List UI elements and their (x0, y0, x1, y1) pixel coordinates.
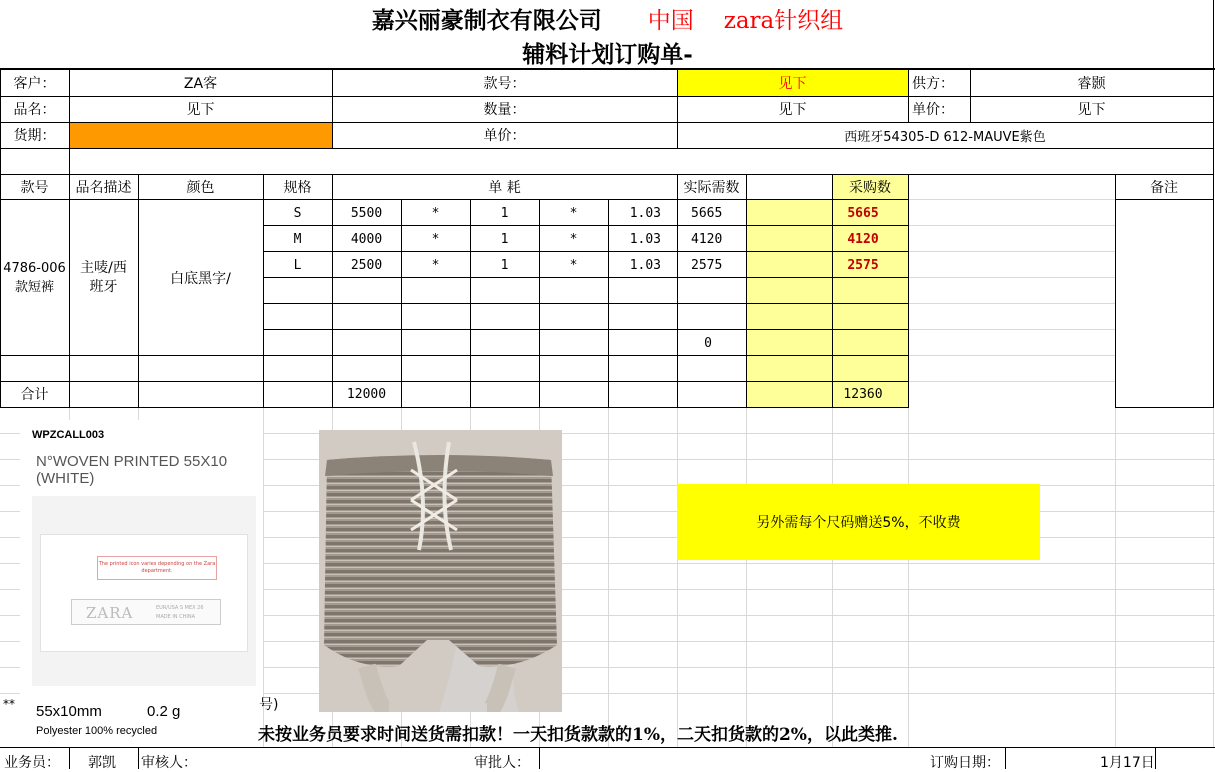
shorts-illustration (319, 430, 562, 712)
header-consumption: 单 耗 (488, 180, 521, 196)
header-actual-need: 实际需数 (683, 180, 740, 196)
label-note-box (97, 556, 217, 580)
description-cell[interactable] (69, 200, 138, 355)
row-s-purchase[interactable]: 5665 (847, 205, 879, 221)
actual-zero[interactable]: 0 (704, 335, 712, 351)
footer-divider-5 (1155, 748, 1156, 769)
label-strip (71, 599, 221, 625)
product-photo (319, 430, 562, 712)
customer-value[interactable]: ZA客 (183, 76, 218, 92)
approver-label: 审批人： (474, 755, 530, 771)
notice-box[interactable] (677, 484, 1040, 560)
footer-divider-1 (69, 748, 70, 769)
notice-text: 另外需每个尺码赠送5%，不收费 (756, 515, 961, 531)
header-purchase: 采购数 (849, 180, 891, 196)
header-color: 颜色 (186, 180, 215, 196)
salesman-value[interactable]: 郭凯 (88, 755, 116, 771)
row-m-purchase[interactable]: 4120 (847, 231, 879, 247)
order-date-value[interactable]: 1月17日 (1100, 755, 1155, 771)
product-value[interactable]: 见下 (186, 102, 215, 118)
header-description: 品名描述 (75, 180, 132, 196)
row-s-factor[interactable]: 1 (500, 205, 509, 221)
stray-paren: 号) (259, 697, 279, 713)
stray-marks: ** (3, 697, 15, 711)
document-title: 辅料计划订购单- (522, 41, 693, 68)
row-m-rate[interactable]: 1.03 (629, 231, 661, 247)
row-s-rate[interactable]: 1.03 (629, 205, 661, 221)
footer-divider-4 (1005, 748, 1006, 769)
header-size: 规格 (283, 180, 312, 196)
row-l-qty[interactable]: 2500 (350, 257, 383, 273)
label-sample-line1: EUR/USA S MEX 26 (156, 605, 204, 611)
label-card-name: N°WOVEN PRINTED 55X10 (WHITE) (36, 453, 228, 487)
row-s-qty[interactable]: 5500 (350, 205, 383, 221)
total-purchase[interactable]: 12360 (843, 386, 883, 402)
label-note: The printed icon varies depending on the Zara department. (98, 561, 216, 574)
reviewer-label: 审核人： (141, 755, 197, 771)
row-l-purchase[interactable]: 2575 (847, 257, 879, 273)
group-label: zara针织组 (723, 7, 844, 34)
row-l-rate[interactable]: 1.03 (629, 257, 661, 273)
unit-price-value[interactable]: 见下 (1077, 102, 1106, 118)
order-date-label: 订购日期： (930, 755, 1000, 771)
label-sample-area (32, 496, 256, 686)
company-name: 嘉兴丽豪制衣有限公司 (371, 6, 602, 34)
supplier-label: 供方： (912, 76, 954, 92)
row-m-actual[interactable]: 4120 (691, 231, 723, 247)
salesman-label: 业务员： (4, 755, 60, 771)
customer-label: 客户： (13, 76, 56, 92)
delivery-date-cell[interactable] (69, 122, 332, 148)
title-row (0, 0, 1215, 36)
row-s-actual[interactable]: 5665 (691, 205, 723, 221)
row-s-size: S (293, 205, 302, 221)
description-text: 主唛/西班牙 (80, 259, 127, 295)
color-cell[interactable]: 白底黑字/ (170, 270, 231, 287)
label-size: 55x10mm (36, 703, 102, 720)
country-label: 中国 (647, 7, 694, 34)
row-m-size: M (293, 231, 302, 247)
label-card (20, 420, 263, 747)
unit-price-label: 单价： (912, 102, 954, 118)
row-l-size: L (293, 257, 302, 273)
row-m-op1: * (431, 231, 440, 247)
row-s-op1: * (431, 205, 440, 221)
style-label: 款号： (483, 76, 526, 92)
style-no-cell[interactable] (0, 200, 69, 355)
row-l-actual[interactable]: 2575 (691, 257, 723, 273)
header-style-no: 款号 (20, 180, 49, 196)
row-m-qty[interactable]: 4000 (350, 231, 383, 247)
delivery-label: 货期： (13, 128, 56, 144)
zara-logo: ZARA (86, 604, 134, 622)
label-sample-line2: MADE IN CHINA (156, 614, 196, 620)
total-qty[interactable]: 12000 (346, 386, 387, 402)
label-material: Polyester 100% recycled (36, 725, 158, 737)
row-l-factor[interactable]: 1 (500, 257, 509, 273)
footer-divider-2 (138, 748, 139, 769)
quantity-label: 数量： (483, 102, 526, 118)
label-sample-paper (40, 534, 248, 652)
penalty-note: 未按业务员要求时间送货需扣款！一天扣货款款的1%，二天扣货款的2%，以此类推. (258, 724, 898, 745)
footer-row (0, 747, 1215, 769)
row-m-op2: * (569, 231, 578, 247)
row-l-op1: * (431, 257, 440, 273)
footer-divider-3 (539, 748, 540, 769)
label-card-code: WPZCALL003 (32, 429, 105, 441)
label-weight: 0.2 g (147, 703, 181, 720)
total-label: 合计 (20, 387, 49, 403)
spec-note[interactable]: 西班牙54305-D 612-MAUVE紫色 (844, 129, 1046, 145)
row-s-op2: * (569, 205, 578, 221)
style-value[interactable]: 见下 (778, 76, 807, 92)
style-no-text: 4786-006款短裤 (3, 260, 66, 295)
unit-price-label-2: 单价： (483, 128, 526, 144)
quantity-value[interactable]: 见下 (778, 102, 807, 118)
row-m-factor[interactable]: 1 (500, 231, 509, 247)
row-l-op2: * (569, 257, 578, 273)
product-label: 品名： (13, 102, 56, 118)
supplier-value[interactable]: 睿颢 (1077, 76, 1106, 92)
header-remark: 备注 (1150, 180, 1178, 196)
